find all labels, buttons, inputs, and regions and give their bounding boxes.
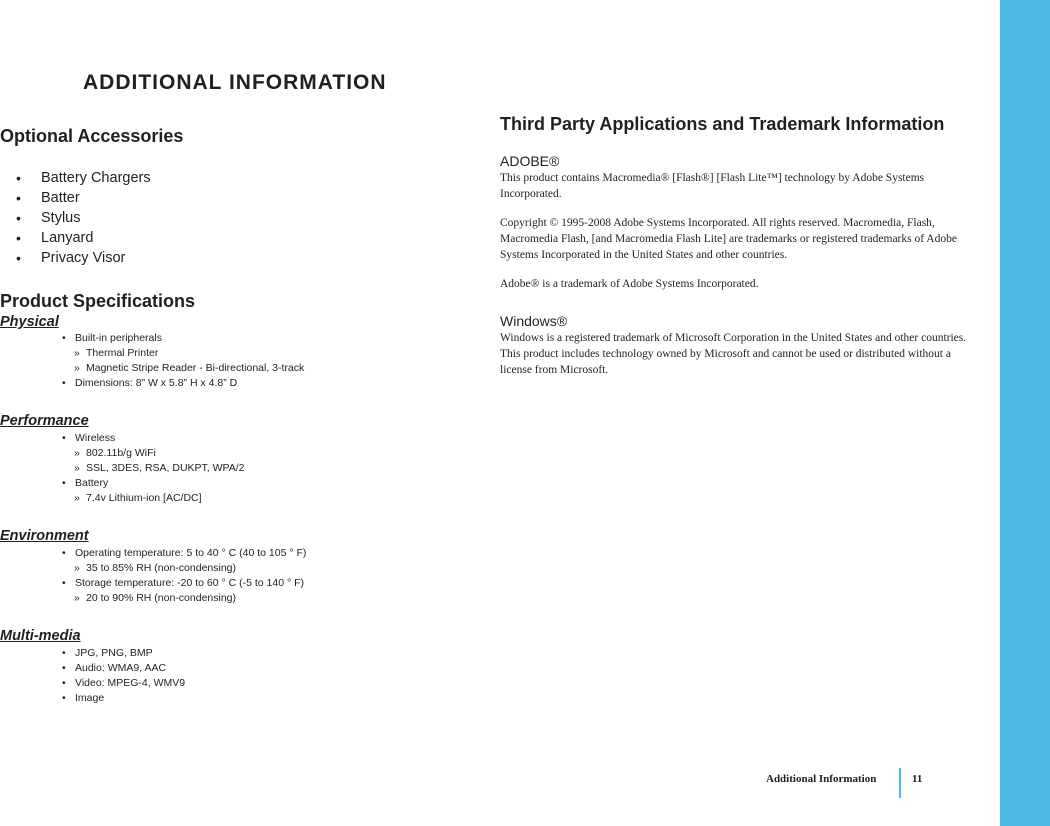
environment-heading: Environment	[0, 528, 89, 544]
list-item: » Thermal Printer	[74, 347, 159, 359]
adobe-paragraph-3: Adobe® is a trademark of Adobe Systems Incorporated.	[500, 278, 759, 290]
physical-list	[62, 331, 304, 391]
list-item: » 35 to 85% RH (non-condensing)	[74, 562, 237, 574]
page-title: ADDITIONAL INFORMATION	[83, 71, 387, 94]
third-party-heading: Third Party Applications and Trademark Information	[500, 114, 945, 134]
list-item: » 20 to 90% RH (non-condensing)	[74, 592, 237, 604]
list-item: • Operating temperature: 5 to 40 ° C (40 to 105 ° F)	[62, 547, 307, 559]
list-item: » 7.4v Lithium-ion [AC/DC]	[74, 492, 202, 504]
performance-list	[62, 431, 245, 506]
windows-paragraph: Windows is a registered trademark of Microsoft Corporation in the United States and other countries. This product includes technology owned by Microsoft and cannot be used or distributed without a license from Microsoft.	[500, 332, 967, 376]
list-item: • JPG, PNG, BMP	[62, 647, 153, 659]
list-item: • Privacy Visor	[16, 250, 126, 266]
adobe-paragraph-1: This product contains Macromedia® [Flash®] [Flash Lite™] technology by Adobe Systems Incorporated.	[500, 172, 925, 200]
multimedia-list	[62, 646, 185, 706]
list-item: • Battery Chargers	[16, 170, 151, 186]
list-item: • Built-in peripherals	[62, 332, 162, 344]
list-item: • Stylus	[16, 210, 81, 226]
adobe-paragraph-2: Copyright © 1995-2008 Adobe Systems Incorporated. All rights reserved. Macromedia, Flash, Macromedia Flash, [and Macromedia Flash Lite] are trademarks or registered trademarks of Adobe Systems Incorporated in the United States and other countries.	[500, 217, 957, 261]
accessories-list	[16, 168, 151, 268]
multimedia-heading: Multi-media	[0, 628, 81, 644]
list-item: • Lanyard	[16, 230, 94, 246]
footer-divider	[899, 768, 901, 798]
physical-heading: Physical	[0, 314, 59, 330]
environment-list	[62, 546, 306, 606]
performance-heading: Performance	[0, 413, 89, 429]
windows-heading: Windows®	[500, 313, 568, 329]
list-item: » SSL, 3DES, RSA, DUKPT, WPA/2	[74, 462, 245, 474]
adobe-heading: ADOBE®	[500, 153, 560, 169]
page-number: 11	[912, 773, 923, 785]
list-item: • Batter	[16, 190, 80, 206]
list-item: » 802.11b/g WiFi	[74, 447, 156, 459]
footer-section-label: Additional Information	[766, 773, 877, 785]
accessories-heading: Optional Accessories	[0, 126, 184, 146]
list-item: • Audio: WMA9, AAC	[62, 662, 167, 674]
list-item: • Wireless	[62, 432, 116, 444]
side-accent-bar	[1000, 0, 1050, 826]
list-item: • Dimensions: 8” W x 5.8” H x 4.8” D	[62, 377, 238, 389]
list-item: • Video: MPEG-4, WMV9	[62, 677, 186, 689]
list-item: » Magnetic Stripe Reader - Bi-directional, 3-track	[74, 362, 305, 374]
specs-heading: Product Specifications	[0, 291, 196, 311]
list-item: • Storage temperature: -20 to 60 ° C (-5 to 140 ° F)	[62, 577, 305, 589]
list-item: • Battery	[62, 477, 109, 489]
list-item: • Image	[62, 692, 105, 704]
